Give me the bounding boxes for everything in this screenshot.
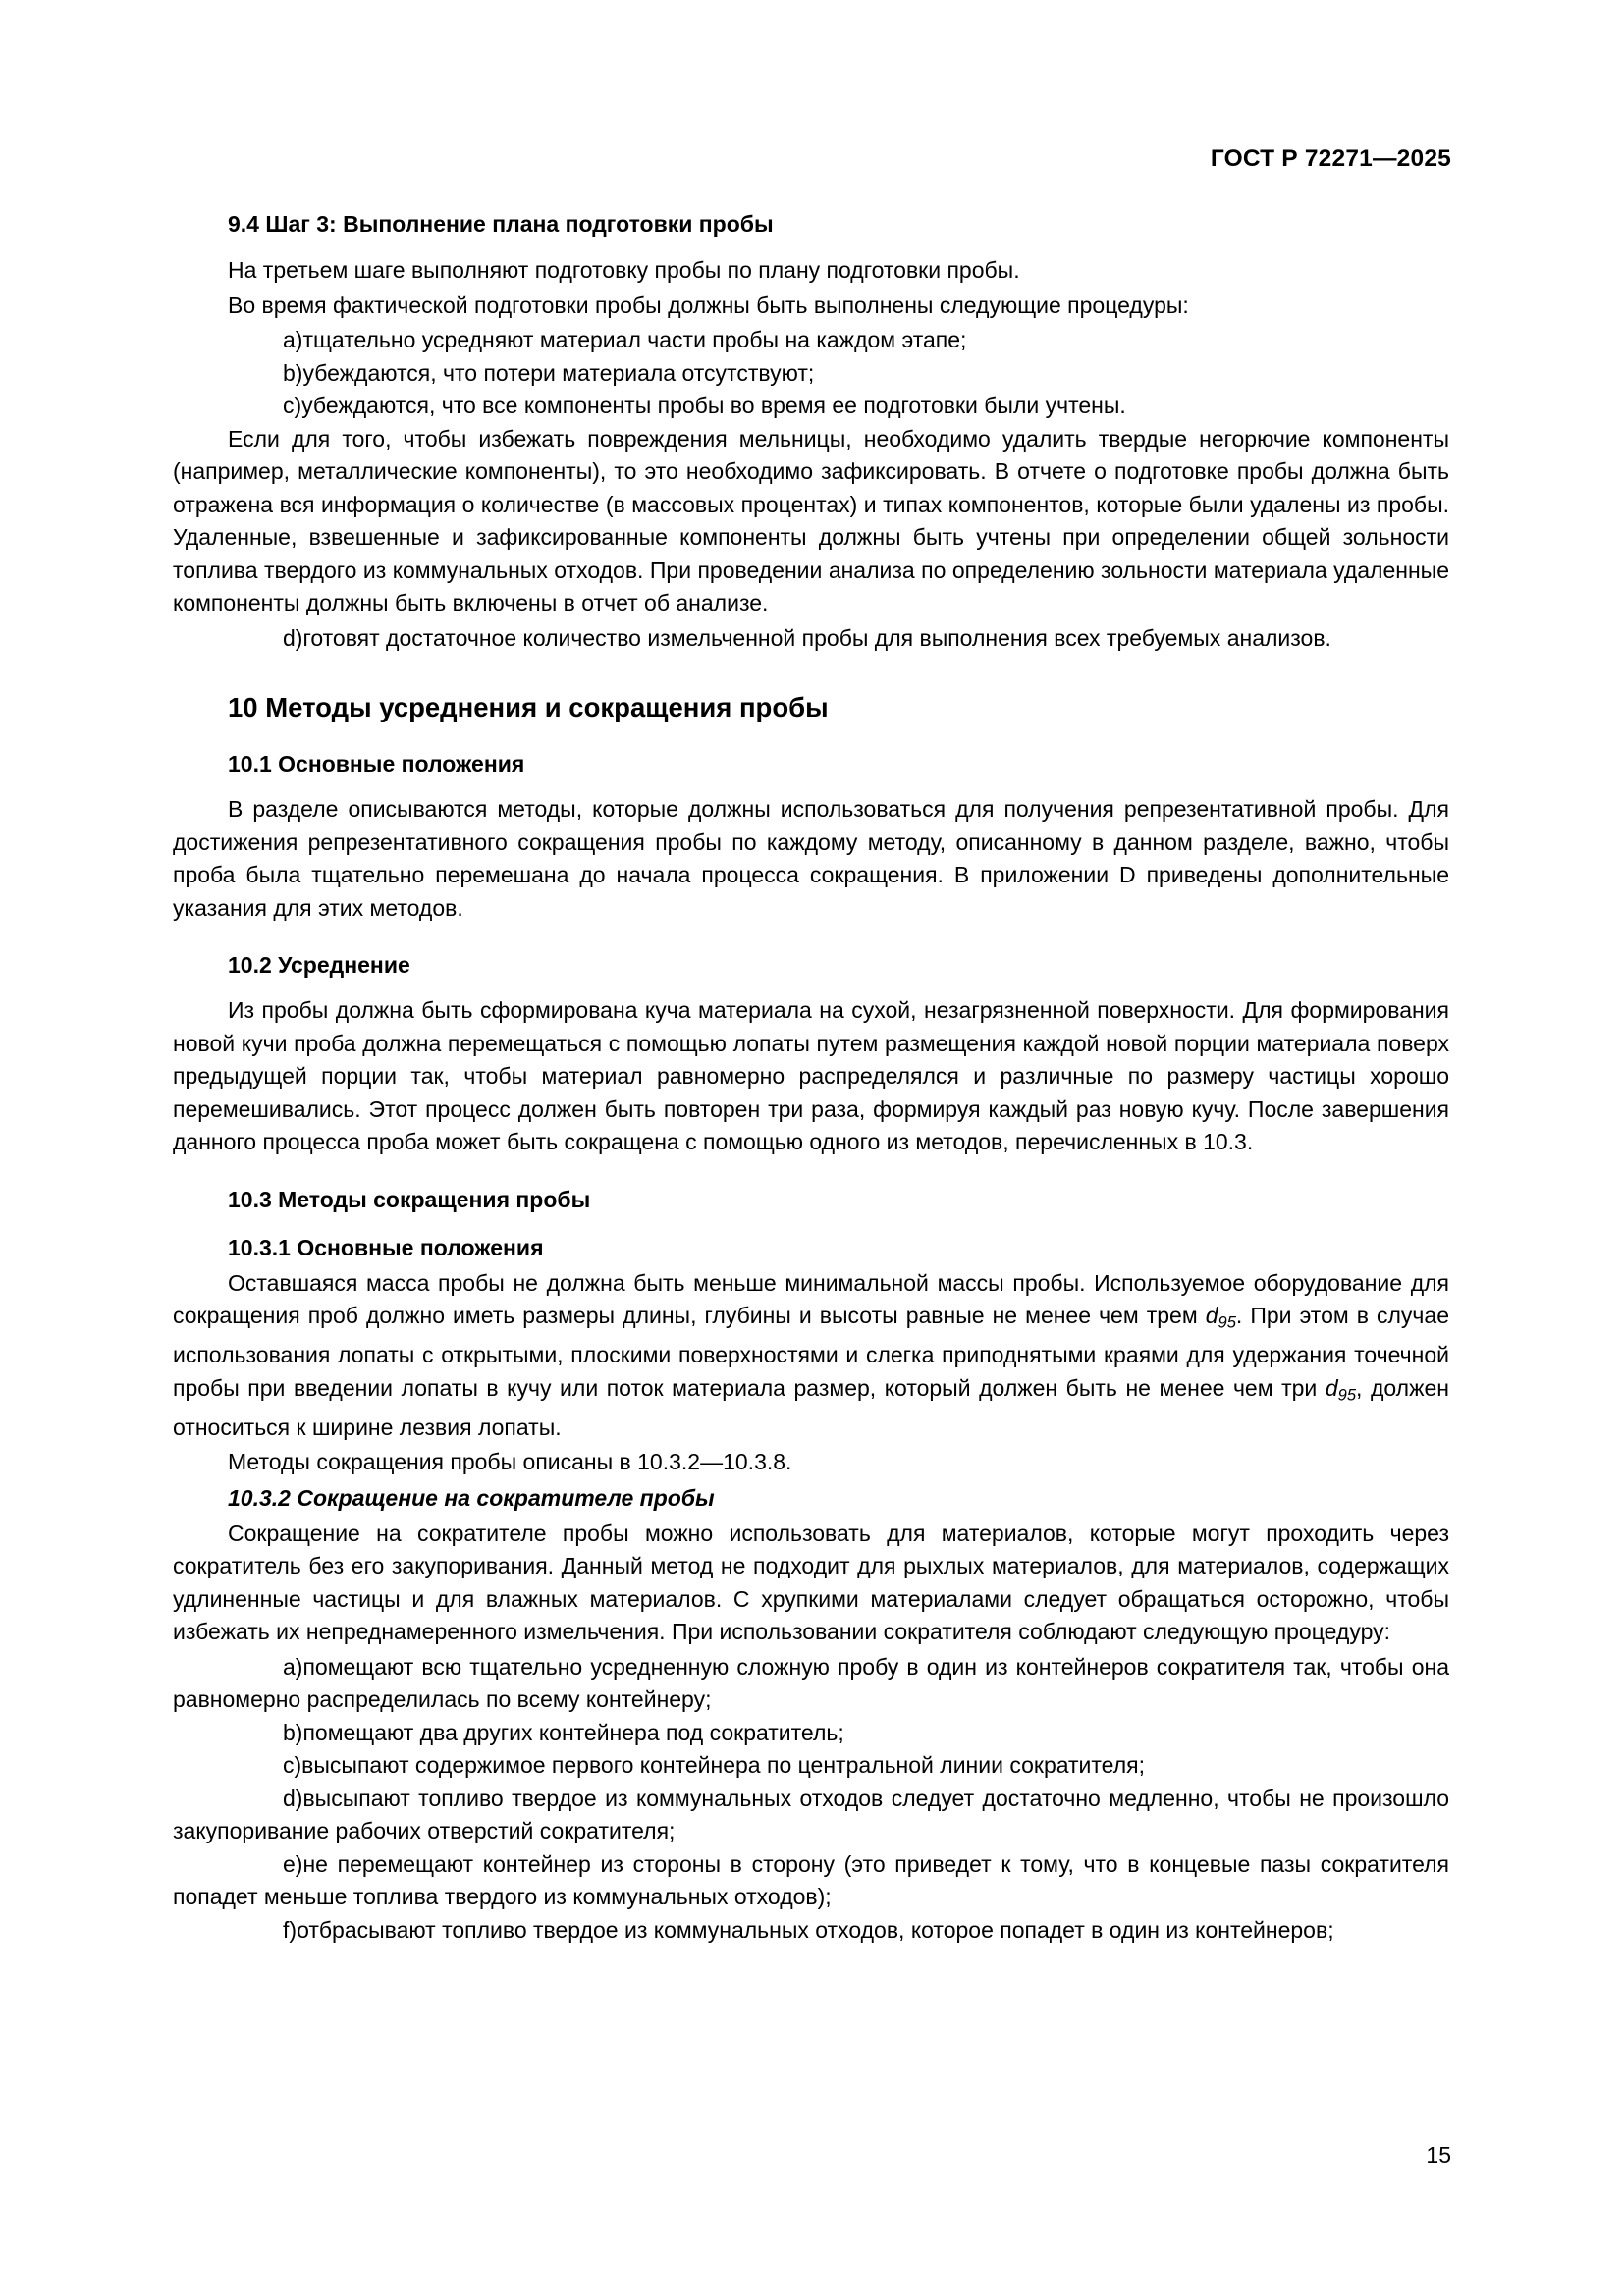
list-item-text: убеждаются, что все компоненты пробы во время ее подготовки были учтены. <box>301 393 1126 418</box>
heading-10-3-2: 10.3.2 Сокращение на сократителе пробы <box>228 1484 715 1511</box>
list-item-10-3-2-d <box>173 1783 1449 1848</box>
list-item-text: не перемещают контейнер из стороны в сторону (это приведет к тому, что в концевые пазы сократителя попадет меньше топлива твердого из коммунальных отходов); <box>173 1850 1449 1910</box>
variable-subscript: 95 <box>1337 1385 1357 1405</box>
variable-d95-b <box>1325 1374 1357 1405</box>
paragraph-part-3: , должен относиться к ширине лезвия лопаты. <box>173 1374 1449 1440</box>
list-item-text: тщательно усредняют материал части пробы на каждом этапе; <box>302 327 967 352</box>
list-item-text: высыпают содержимое первого контейнера по центральной линии сократителя; <box>301 1752 1145 1779</box>
variable-subscript: 95 <box>1218 1312 1236 1332</box>
list-item-9-4-d <box>173 622 1449 656</box>
list-item-text: помещают всю тщательно усредненную сложную пробу в один из контейнеров сократителя так, чтобы она равномерно распределилась по всему контейнеру; <box>173 1653 1449 1713</box>
heading-10-3-1: 10.3.1 Основные положения <box>228 1234 544 1260</box>
list-marker: b) <box>283 1719 303 1745</box>
list-marker: f) <box>283 1916 298 1943</box>
paragraph-10-3-1-2: Методы сокращения пробы описаны в 10.3.2—10.3.8. <box>228 1449 792 1475</box>
variable-letter: d <box>1325 1374 1338 1401</box>
heading-9-4: 9.4 Шаг 3: Выполнение плана подготовки пробы <box>228 211 774 237</box>
list-item-text: высыпают топливо твердое из коммунальных отходов следует достаточно медленно, чтобы не произошло закупоривание рабочих отверстий сократителя; <box>173 1785 1449 1844</box>
list-item-text: готовят достаточное количество измельченной пробы для выполнения всех требуемых анализов. <box>302 624 1331 651</box>
paragraph-10-3-1-1 <box>173 1267 1449 1445</box>
paragraph-10-3-2-1: Сокращение на сократителе пробы можно использовать для материалов, которые могут проходить через сократитель без его закупоривания. Данный метод не подходит для рыхлых материалов, для материалов, содержащих удлиненные частицы и для влажных материалов. С хрупкими материалами следует обращаться осторожно, чтобы избежать их непреднамеренного измельчения. При использовании сократителя соблюдают следующую процедуру: <box>173 1520 1449 1645</box>
paragraph-part-1: Оставшаяся масса пробы не должна быть меньше минимальной массы пробы. Используемое оборудование для сокращения проб должно иметь размеры длины, глубины и высоты равные не менее чем трем <box>173 1269 1449 1328</box>
list-marker: b) <box>283 359 303 386</box>
paragraph-9-4-3: Если для того, чтобы избежать повреждения мельницы, необходимо удалить твердые негорючие компоненты (например, металлические компоненты), то это необходимо зафиксировать. В отчете о подготовке пробы должна быть отражена вся информация о количестве (в массовых процентах) и типах компонентов, которые были удалены из пробы. Удаленные, взвешенные и зафиксированные компоненты должны быть учтены при определении общей зольности топлива твердого из коммунальных отходов. При проведении анализа по определению зольности материала удаленные компоненты должны быть включены в отчет об анализе. <box>173 425 1449 615</box>
variable-letter: d <box>1205 1303 1218 1328</box>
list-item-text: убеждаются, что потери материала отсутствуют; <box>302 359 815 386</box>
list-marker: a) <box>283 327 303 352</box>
list-item-10-3-2-e <box>173 1848 1449 1914</box>
list-item-10-3-2-c <box>173 1749 1449 1783</box>
list-item-10-3-2-f <box>173 1914 1449 1948</box>
list-item-9-4-a <box>173 324 1449 357</box>
list-marker: c) <box>283 393 302 418</box>
heading-section-10: 10 Методы усреднения и сокращения пробы <box>228 692 829 722</box>
list-marker: e) <box>283 1850 303 1877</box>
page-header-standard-id: ГОСТ Р 72271—2025 <box>1210 145 1451 172</box>
paragraph-part-2: . При этом в случае использования лопаты с открытыми, плоскими поверхностями и слегка приподнятыми краями для удержания точечной пробы при введении лопаты в кучу или поток материала размер, который должен быть не менее чем три <box>173 1303 1449 1401</box>
page-number: 15 <box>1426 2142 1451 2167</box>
list-marker: a) <box>283 1653 303 1680</box>
paragraph-10-1-1: В разделе описываются методы, которые должны использоваться для получения репрезентативной пробы. Для достижения репрезентативного сокращения пробы по каждому методу, описанному в данном разделе, важно, чтобы проба была тщательно перемешана до начала процесса сокращения. В приложении D приведены дополнительные указания для этих методов. <box>173 796 1449 921</box>
heading-10-3: 10.3 Методы сокращения пробы <box>228 1186 591 1212</box>
heading-10-2: 10.2 Усреднение <box>228 952 410 978</box>
list-marker: d) <box>283 624 303 651</box>
paragraph-9-4-2: Во время фактической подготовки пробы должны быть выполнены следующие процедуры: <box>228 292 1189 318</box>
paragraph-10-2-1: Из пробы должна быть сформирована куча материала на сухой, незагрязненной поверхности. Для формирования новой кучи проба должна перемещаться с помощью лопаты путем размещения каждой новой порции материала поверх предыдущей порции так, чтобы материал равномерно распределялся и различные по размеру частицы хорошо перемешивались. Этот процесс должен быть повторен три раза, формируя каждый раз новую кучу. После завершения данного процесса проба может быть сокращена с помощью одного из методов, перечисленных в 10.3. <box>173 997 1449 1154</box>
list-item-text: помещают два других контейнера под сократитель; <box>302 1719 844 1745</box>
list-marker: d) <box>283 1785 303 1811</box>
list-item-10-3-2-b <box>173 1717 1449 1750</box>
paragraph-9-4-1: На третьем шаге выполняют подготовку пробы по плану подготовки пробы. <box>228 257 1020 283</box>
list-item-10-3-2-a <box>173 1651 1449 1717</box>
list-marker: c) <box>283 1752 302 1779</box>
list-item-9-4-b <box>173 357 1449 391</box>
list-item-9-4-c <box>173 390 1449 423</box>
variable-d95-a <box>1205 1303 1236 1332</box>
list-item-text: отбрасывают топливо твердое из коммунальных отходов, которое попадет в один из контейнеров; <box>297 1916 1334 1943</box>
page-content <box>173 211 1449 1947</box>
heading-10-1: 10.1 Основные положения <box>228 751 525 776</box>
